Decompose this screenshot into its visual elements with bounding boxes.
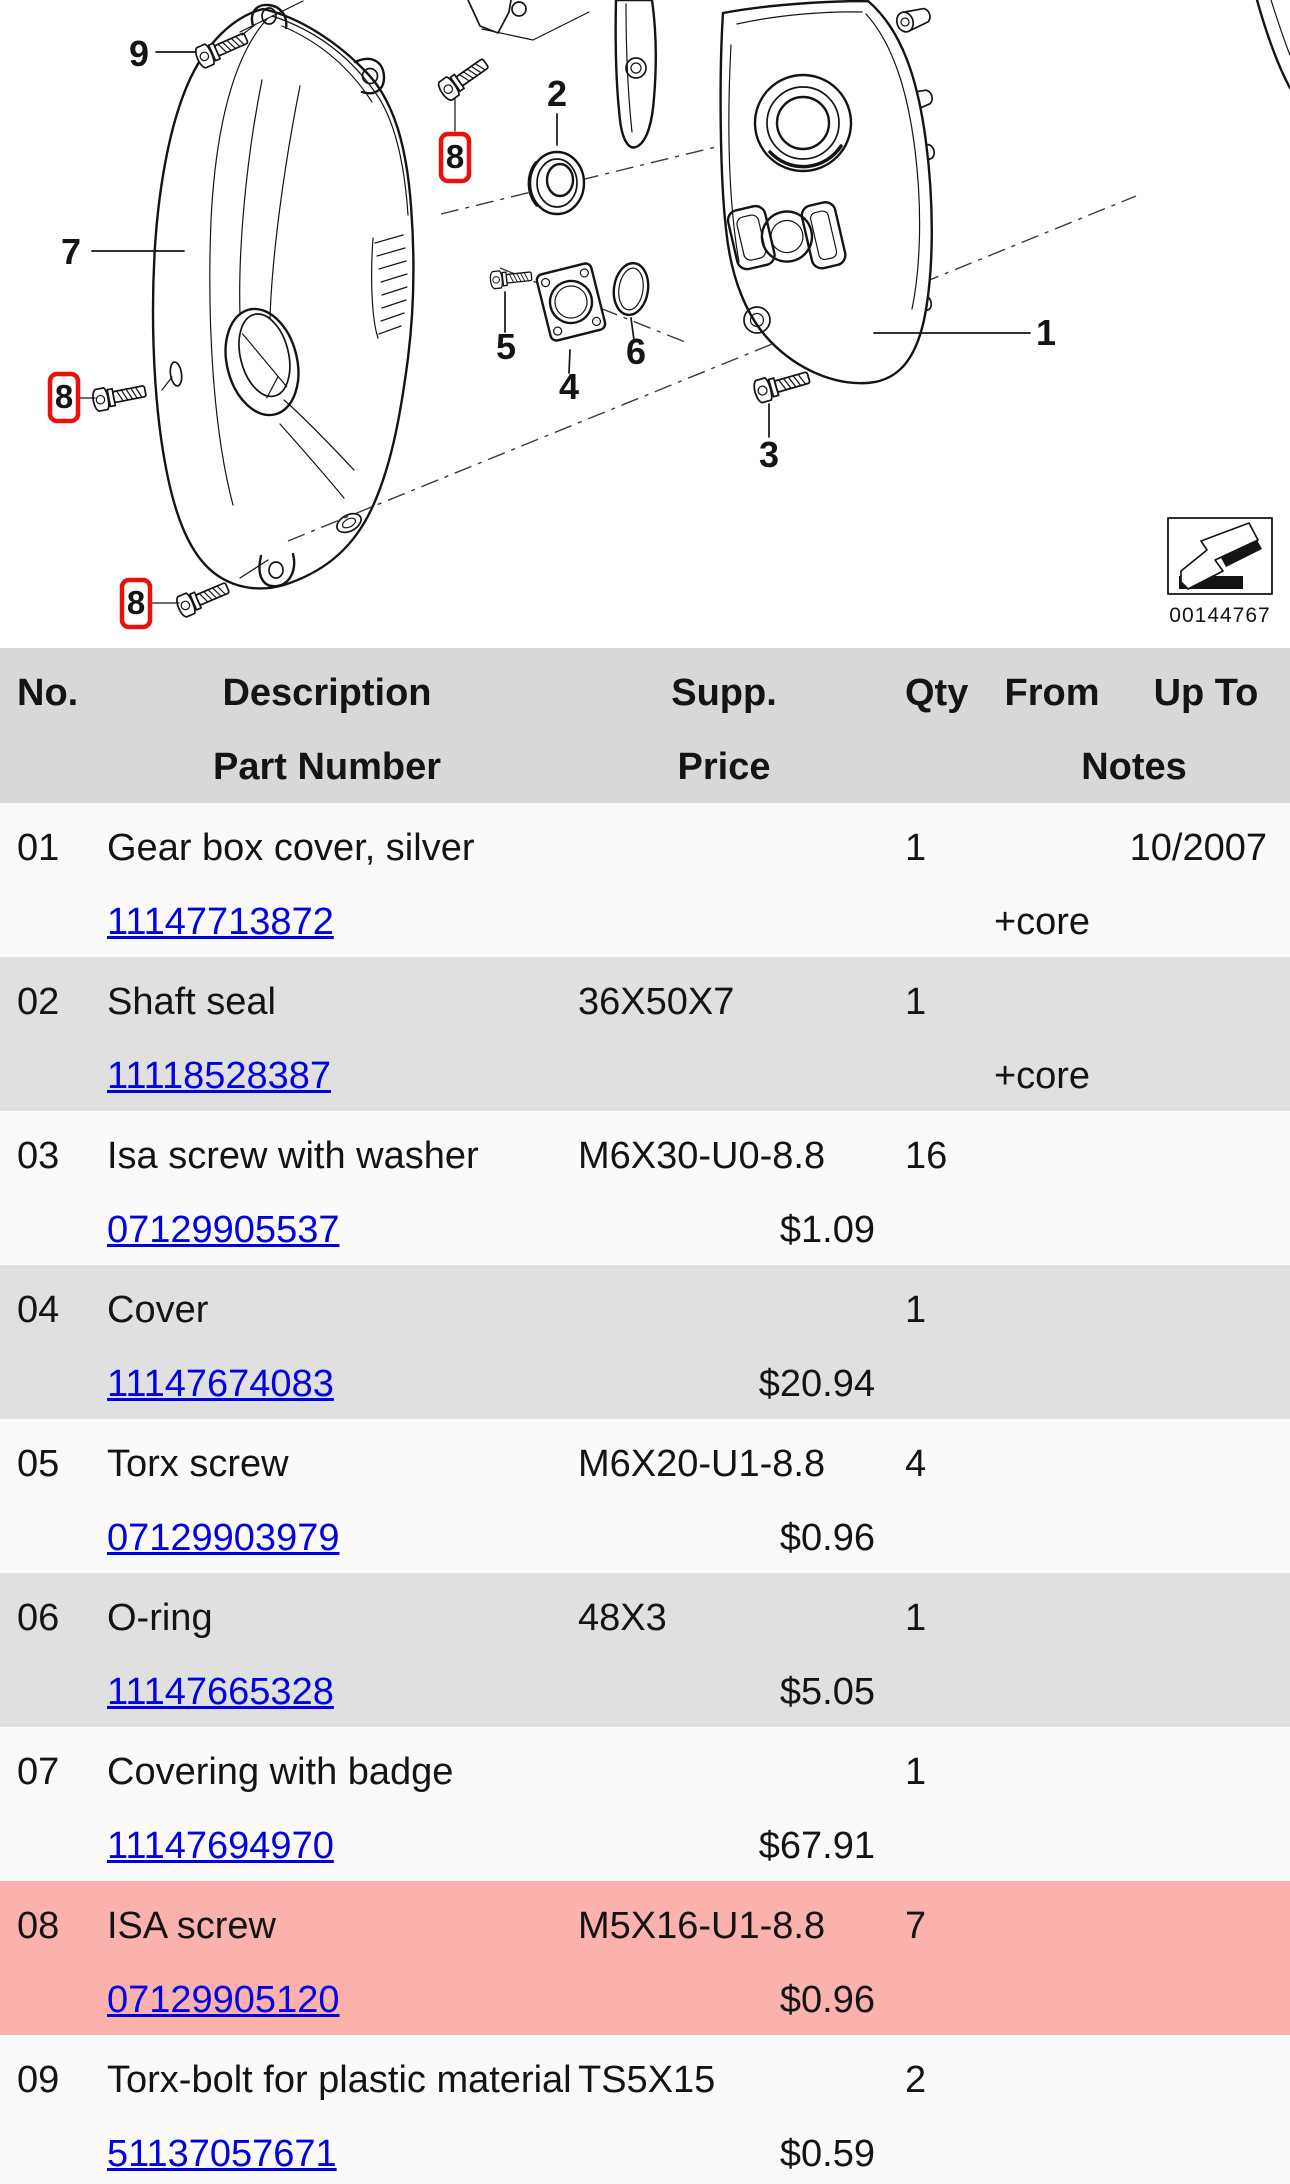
part-description: Shaft seal [107, 981, 276, 1023]
part-notes: +core [993, 1055, 1091, 1097]
part-price: $0.96 [779, 1979, 875, 2021]
callout-5: 5 [495, 326, 517, 367]
construction-axes [288, 97, 1136, 541]
part-2-shaft-seal [529, 152, 584, 214]
part-price: $5.05 [779, 1671, 875, 1713]
table-row [0, 803, 1290, 957]
part-spec: 48X3 [578, 1597, 667, 1639]
page-arrow-icon [1168, 518, 1272, 594]
part-spec: M5X16-U1-8.8 [578, 1905, 826, 1947]
parts-table-body [0, 803, 1290, 2184]
badge-opening [215, 301, 309, 423]
parts-table-header [0, 648, 1290, 803]
part-qty: 1 [905, 1597, 927, 1639]
header-description: Description [222, 672, 432, 714]
header-notes: Notes [1081, 746, 1187, 788]
part-price: $20.94 [758, 1363, 875, 1405]
table-row [0, 1881, 1290, 2035]
part-number-link[interactable]: 11118528387 [107, 1055, 332, 1097]
part-qty: 1 [905, 1289, 927, 1331]
part-qty: 7 [905, 1905, 927, 1947]
part-spec: M6X20-U1-8.8 [578, 1443, 826, 1485]
part-description: Covering with badge [107, 1751, 454, 1793]
part-number-link[interactable]: 11147694970 [107, 1825, 334, 1867]
part-no: 05 [17, 1443, 60, 1485]
part-qty: 16 [905, 1135, 948, 1177]
screw-5-torx [490, 268, 533, 289]
part-price: $0.96 [779, 1517, 875, 1559]
header-up-to: Up To [1153, 672, 1259, 714]
part-spec: M6X30-U0-8.8 [578, 1135, 826, 1177]
part-notes: +core [993, 901, 1091, 943]
part-qty: 1 [905, 981, 927, 1023]
callout-7: 7 [60, 231, 82, 272]
part-number-link[interactable]: 11147713872 [107, 901, 334, 943]
table-row [0, 2035, 1290, 2184]
part-6-o-ring [611, 261, 652, 317]
callout-9: 9 [128, 33, 150, 74]
part-number-link[interactable]: 07129905120 [107, 1979, 340, 2021]
part-no: 04 [17, 1289, 60, 1331]
header-price: Price [677, 746, 771, 788]
table-row [0, 1111, 1290, 1265]
screw-8-bottom [174, 578, 231, 619]
part-no: 09 [17, 2059, 60, 2101]
screw-8-top [436, 54, 492, 102]
header-no: No. [17, 672, 79, 714]
part-number-link[interactable]: 07129905537 [107, 1209, 340, 1251]
header-qty: Qty [905, 672, 969, 714]
part-4-cover-plate [536, 262, 607, 342]
part-number-link[interactable]: 51137057671 [107, 2133, 337, 2175]
part-description: Gear box cover, silver [107, 827, 475, 869]
table-row [0, 957, 1290, 1111]
part-no: 01 [17, 827, 60, 869]
part-no: 08 [17, 1905, 60, 1947]
part-no: 06 [17, 1597, 60, 1639]
part-spec: 36X50X7 [578, 981, 735, 1023]
table-row [0, 1727, 1290, 1881]
part-price: $1.09 [779, 1209, 875, 1251]
part-number-link[interactable]: 11147665328 [107, 1671, 334, 1713]
part-1-gear-box-cover [721, 1, 937, 383]
header-supp: Supp. [671, 672, 777, 714]
part-qty: 2 [905, 2059, 927, 2101]
part-description: O-ring [107, 1597, 213, 1639]
part-number-link[interactable]: 07129903979 [107, 1517, 340, 1559]
part-description: ISA screw [107, 1905, 276, 1947]
table-row [0, 1573, 1290, 1727]
crankcase-arm [616, 0, 656, 147]
marker-8-bottom-label: 8 [126, 584, 146, 621]
part-qty: 1 [905, 1751, 927, 1793]
part-no: 02 [17, 981, 60, 1023]
screw-3-isa [752, 366, 812, 403]
callout-6: 6 [625, 331, 647, 372]
marker-8-left-label: 8 [54, 378, 74, 415]
diagram-id: 00144767 [1169, 604, 1271, 627]
header-from: From [1004, 672, 1100, 714]
table-row [0, 1419, 1290, 1573]
table-row [0, 1265, 1290, 1419]
part-qty: 4 [905, 1443, 927, 1485]
marker-8-top-label: 8 [445, 138, 465, 175]
part-description: Torx screw [107, 1443, 289, 1485]
part-description: Cover [107, 1289, 209, 1331]
adjacent-part-edge [1257, 0, 1290, 88]
part-qty: 1 [905, 827, 927, 869]
part-price: $67.91 [758, 1825, 875, 1867]
callout-1: 1 [1035, 312, 1057, 353]
screw-8-left [91, 380, 147, 412]
parts-table [0, 648, 1290, 2184]
exploded-parts-diagram [0, 0, 1290, 648]
callout-2: 2 [546, 73, 568, 114]
part-price: $0.59 [779, 2133, 875, 2175]
callout-3: 3 [758, 434, 780, 475]
part-no: 03 [17, 1135, 60, 1177]
part-description: Isa screw with washer [107, 1135, 479, 1177]
part-spec: TS5X15 [578, 2059, 716, 2101]
header-part-number: Part Number [212, 746, 442, 788]
part-7-covering [153, 5, 413, 588]
part-up-to: 10/2007 [1129, 827, 1267, 869]
callout-4: 4 [558, 366, 580, 407]
part-number-link[interactable]: 11147674083 [107, 1363, 334, 1405]
part-no: 07 [17, 1751, 60, 1793]
part-description: Torx-bolt for plastic material [107, 2059, 572, 2101]
